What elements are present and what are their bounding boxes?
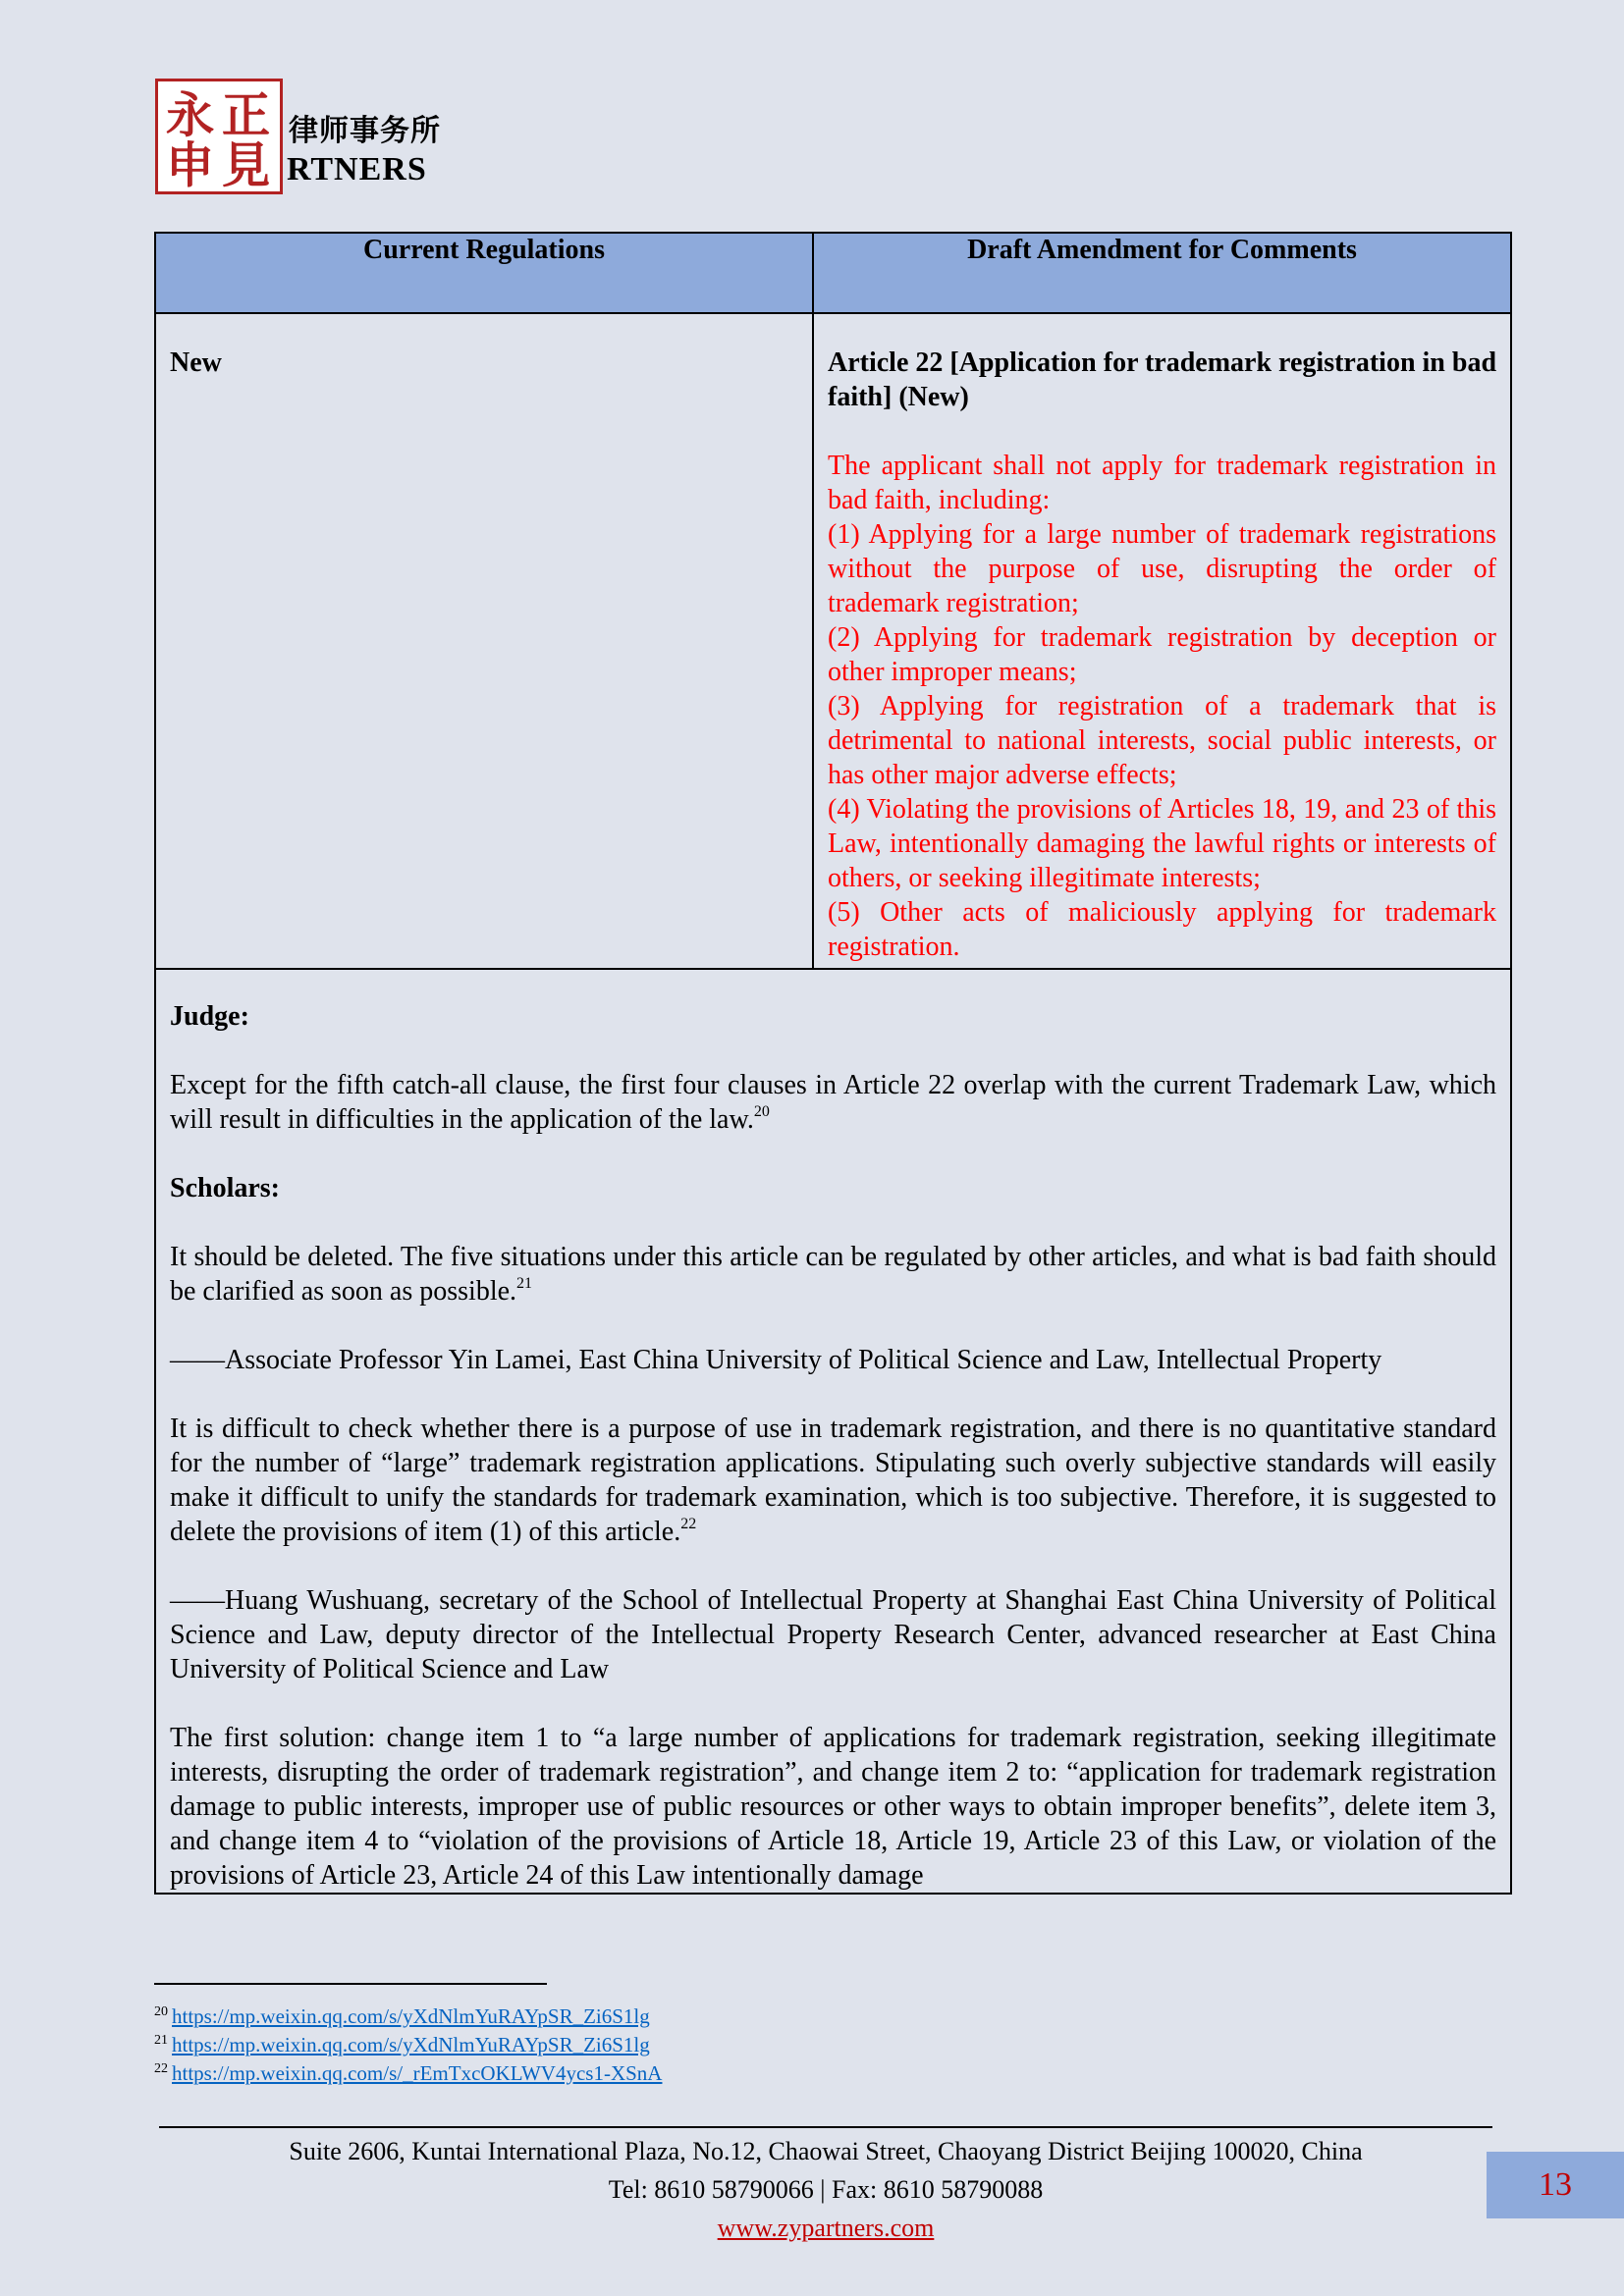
firm-name-chinese: 律师事务所 — [289, 114, 441, 148]
page-number: 13 — [1487, 2152, 1624, 2218]
scholar-comment-1 — [170, 1240, 1496, 1308]
firm-logo — [155, 79, 479, 196]
seal-char-2: 見 — [221, 136, 271, 191]
amendment-item-5: (5) Other acts of maliciously applying for trademark registration. — [828, 897, 1496, 962]
comments-row — [155, 969, 1511, 1894]
page-footer — [159, 2132, 1492, 2247]
header-current-regulations: Current Regulations — [155, 233, 813, 313]
footnote-ref-21[interactable]: 21 — [516, 1275, 533, 1292]
footnote-22 — [154, 2059, 662, 2088]
footnote-link[interactable]: https://mp.weixin.qq.com/s/_rEmTxcOKLWV4ycs1-XSnA — [172, 2061, 663, 2085]
judge-comment-text: Except for the fifth catch-all clause, the first four clauses in Article 22 overlap with the current Trademark Law, which will result in difficulties in the application of the law. — [170, 1070, 1496, 1135]
footnote-number: 20 — [154, 2004, 168, 2019]
amendment-item-3: (3) Applying for registration of a trademark that is detrimental to national interests, social public interests, or has other major adverse effects; — [828, 691, 1496, 790]
scholar-attribution-2: ——Huang Wushuang, secretary of the School of Intellectual Property at Shanghai East China University of Political Science and Law, deputy director of the Intellectual Property Research Center, advanced researcher at East China University of Political Science and Law — [170, 1585, 1496, 1684]
scholar-comment-3: The first solution: change item 1 to “a large number of applications for trademark registration, seeking illegitimate interests, disrupting the order of trademark registration”, and change item 2 to: “application for trademark registration damage to public interests, improper use of public resources or other ways to obtain improper benefits”, delete item 3, and change item 4 to “violation of the provisions of Article 18, Article 19, Article 23 of this Law, or violation of the provisions of Article 23, Article 24 of this Law intentionally damage — [170, 1723, 1496, 1891]
footnote-link[interactable]: https://mp.weixin.qq.com/s/yXdNlmYuRAYpSR_Zi6S1lg — [172, 2033, 650, 2056]
amendment-item-2: (2) Applying for trademark registration by deception or other improper means; — [828, 622, 1496, 687]
draft-amendment-cell — [813, 313, 1511, 969]
seal-char-3: 永 — [165, 86, 215, 144]
footnote-link[interactable]: https://mp.weixin.qq.com/s/yXdNlmYuRAYpSR_Zi6S1lg — [172, 2004, 650, 2028]
firm-name-english: RTNERS — [287, 151, 427, 187]
amendment-item-4: (4) Violating the provisions of Articles 18, 19, and 23 of this Law, intentionally damaging the lawful rights or interests of others, or seeking illegitimate interests; — [828, 794, 1496, 893]
footnote-ref-22[interactable]: 22 — [680, 1516, 697, 1532]
footnote-number: 21 — [154, 2033, 168, 2048]
article-title: Article 22 [Application for trademark registration in bad faith] (New) — [828, 347, 1497, 412]
header-draft-amendment: Draft Amendment for Comments — [813, 233, 1511, 313]
judge-heading: Judge: — [170, 1001, 249, 1032]
scholar-attribution-1: ——Associate Professor Yin Lamei, East China University of Political Science and Law, Intellectual Property — [170, 1345, 1382, 1375]
current-regulation-cell: New — [155, 313, 813, 969]
footnote-ref-20[interactable]: 20 — [753, 1103, 770, 1120]
footnote-21 — [154, 2031, 662, 2059]
amendment-intro: The applicant shall not apply for trademark registration in bad faith, including: — [828, 451, 1496, 515]
scholars-heading: Scholars: — [170, 1173, 280, 1203]
footnote-number: 22 — [154, 2061, 168, 2076]
seal-char-4: 申 — [165, 136, 215, 191]
footer-contact: Tel: 8610 58790066 | Fax: 8610 58790088 — [608, 2175, 1044, 2204]
footnote-20 — [154, 2002, 662, 2031]
footer-divider — [159, 2126, 1492, 2128]
scholar-comment-1-text: It should be deleted. The five situations under this article can be regulated by other articles, and what is bad faith should be clarified as soon as possible. — [170, 1242, 1496, 1307]
seal-logo-graphic — [158, 81, 280, 191]
seal-logo-icon — [155, 79, 283, 194]
comments-cell — [155, 969, 1511, 1894]
judge-comment — [170, 1068, 1496, 1137]
footnote-divider — [154, 1983, 547, 1985]
seal-char-1: 正 — [221, 86, 271, 144]
scholar-comment-2 — [170, 1412, 1496, 1549]
comparison-table — [154, 232, 1512, 1895]
footnotes — [154, 2002, 662, 2088]
amendment-item-1: (1) Applying for a large number of trademark registrations without the purpose of use, disrupting the order of trademark registration; — [828, 519, 1496, 618]
footer-website-link[interactable]: www.zypartners.com — [717, 2214, 935, 2242]
table-row — [155, 313, 1511, 969]
scholar-comment-2-text: It is difficult to check whether there is a purpose of use in trademark registration, and there is no quantitative standard for the number of “large” trademark registration applications. Stipulating such overly subjective standards will easily make it difficult to unify the standards for trademark examination, which is too subjective. Therefore, it is suggested to delete the provisions of item (1) of this article. — [170, 1414, 1496, 1547]
footer-address: Suite 2606, Kuntai International Plaza, No.12, Chaowai Street, Chaoyang District Beijing 100020, China — [289, 2137, 1363, 2165]
table-header-row — [155, 233, 1511, 313]
